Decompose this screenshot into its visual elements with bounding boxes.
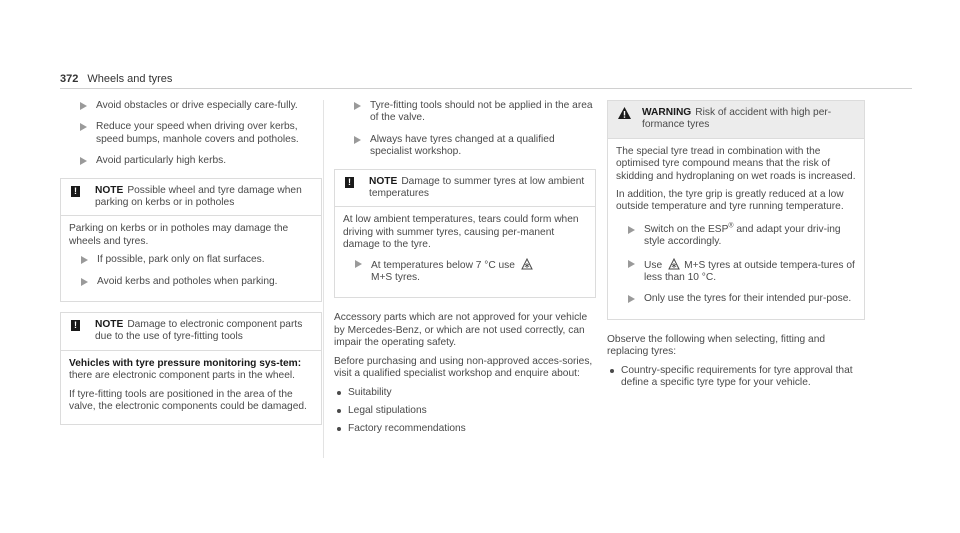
note-subhead: Vehicles with tyre pressure monitoring sys-tem:	[69, 357, 302, 369]
note-label: NOTE	[95, 184, 124, 196]
list-item: At temperatures below 7 °C use M+S tyres.	[335, 258, 587, 285]
column-1	[60, 100, 322, 435]
note-text: Parking on kerbs or in potholes may damage the wheels and tyres.	[69, 223, 289, 247]
page-number: 372	[60, 73, 79, 85]
note-body	[335, 207, 595, 297]
list-item: Always have tyres changed at a qualified specialist workshop.	[334, 134, 596, 159]
warning-text: The special tyre tread in combination with the optimised tyre compound means that the risk of skidding and hydroplaning on wet roads is increased.	[616, 145, 856, 182]
list-item: Legal stipulations	[334, 405, 596, 417]
arrow-bullet-icon	[628, 260, 635, 268]
note-text: At low ambient temperatures, tears could form when driving with summer tyres, causing per-manent damage to the tyre.	[343, 214, 579, 251]
arrow-bullet-icon	[81, 256, 88, 264]
warning-header	[608, 101, 864, 139]
note-title: Damage to electronic component parts due to the use of tyre-fitting tools	[95, 319, 303, 343]
list-item: Tyre-fitting tools should not be applied in the area of the valve.	[334, 100, 596, 125]
list-item: Country-specific requirements for tyre approval that define a specific tyre type for your vehicle.	[607, 365, 865, 390]
note-body	[61, 216, 321, 301]
list-item: If possible, park only on flat surfaces.	[61, 254, 313, 266]
warning-label: WARNING	[642, 107, 692, 118]
list-item: Avoid obstacles or drive especially care-fully.	[60, 100, 322, 112]
note-title: Possible wheel and tyre damage when parking on kerbs or in potholes	[95, 184, 302, 209]
column-2	[334, 100, 596, 442]
exclamation-icon: !	[71, 186, 80, 197]
warning-triangle-icon	[617, 106, 632, 120]
note-label: NOTE	[95, 319, 124, 331]
note-header	[61, 313, 321, 351]
note-box-summer-tyres	[334, 169, 596, 299]
list-item: Avoid particularly high kerbs.	[60, 155, 322, 167]
note-header	[61, 179, 321, 217]
arrow-bullet-icon	[80, 123, 87, 131]
column-divider	[323, 100, 324, 458]
list-item: Factory recommendations	[334, 423, 596, 435]
snowflake-mountain-icon	[521, 258, 533, 270]
exclamation-icon: !	[345, 177, 354, 188]
list-item: Only use the tyres for their intended pur-pose.	[608, 293, 856, 305]
column-3	[607, 100, 865, 396]
arrow-bullet-icon	[80, 102, 87, 110]
arrow-bullet-icon	[354, 136, 361, 144]
list-item: Use M+S tyres at outside tempera-tures of less than 10 °C.	[608, 258, 856, 285]
note-box-electronic-damage	[60, 312, 322, 424]
enquiry-list	[334, 387, 596, 436]
list-item: Avoid kerbs and potholes when parking.	[61, 276, 313, 288]
note-text: Vehicles with tyre pressure monitoring sys-tem: there are electronic component parts in the wheel.	[69, 357, 302, 382]
arrow-bullet-icon	[628, 295, 635, 303]
list-item: Reduce your speed when driving over kerbs, speed bumps, manhole covers and potholes.	[60, 121, 322, 146]
paragraph: Observe the following when selecting, fitting and replacing tyres:	[607, 333, 826, 358]
note-text: If tyre-fitting tools are positioned in the area of the valve, the electronic components could be damaged.	[69, 388, 307, 413]
exclamation-icon: !	[71, 320, 80, 331]
list-item: Switch on the ESP® and adapt your driv-ing style accordingly.	[608, 224, 856, 249]
arrow-bullet-icon	[80, 157, 87, 165]
warning-box-performance-tyres	[607, 100, 865, 320]
warning-body	[608, 139, 864, 319]
note-box-wheel-damage	[60, 178, 322, 302]
arrow-bullet-icon	[81, 278, 88, 286]
note-header	[335, 170, 595, 208]
paragraph: Accessory parts which are not approved for your vehicle by Mercedes-Benz, or which are not used correctly, can impair the operating safety.	[334, 312, 588, 349]
tyre-requirements-list	[607, 365, 865, 390]
paragraph: Before purchasing and using non-approved acces-sories, visit a qualified specialist workshop and enquire about:	[334, 355, 593, 380]
note-label: NOTE	[369, 175, 398, 187]
arrow-bullet-icon	[354, 102, 361, 110]
page-header	[60, 73, 172, 85]
section-title: Wheels and tyres	[87, 73, 173, 85]
header-divider	[60, 88, 912, 89]
arrow-bullet-icon	[355, 260, 362, 268]
note-body	[61, 351, 321, 424]
snowflake-mountain-icon	[668, 258, 680, 270]
warning-text: In addition, the tyre grip is greatly reduced at a low outside temperature and tyre running temperature.	[616, 189, 844, 213]
warning-title: Risk of accident with high per-formance tyres	[642, 107, 832, 131]
arrow-bullet-icon	[628, 226, 635, 234]
list-item: Suitability	[334, 387, 596, 399]
note-title: Damage to summer tyres at low ambient temperatures	[369, 175, 585, 200]
